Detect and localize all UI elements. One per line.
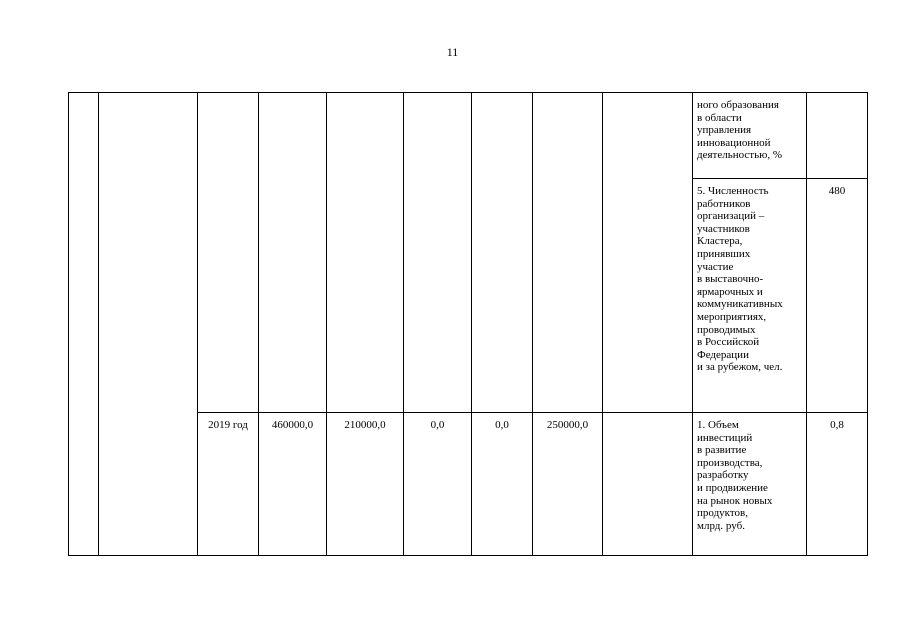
target-value-cell: [807, 93, 868, 179]
indicator-line: ного образования: [697, 99, 779, 111]
indicator-line: и за рубежом, чел.: [697, 361, 783, 374]
indicator-line: работников: [697, 197, 751, 210]
extra-budget-cell: 250000,0: [533, 413, 603, 556]
indicator-line: 5. Численность: [697, 185, 769, 197]
indicator-line: проводимых: [697, 323, 756, 336]
indicator-line: в Российской: [697, 336, 760, 349]
executor-cell: [603, 93, 693, 413]
indicator-line: участников: [697, 222, 750, 235]
total-cell: 460000,0: [259, 413, 327, 556]
indicator-line: участие: [697, 260, 734, 273]
indicator-line: инвестиций: [697, 431, 753, 444]
indicator-line: Федерации: [697, 348, 749, 361]
indicator-line: управления: [697, 124, 752, 137]
indicator-line: в развитие: [697, 444, 747, 457]
indicator-line: ярмарочных и: [697, 285, 763, 298]
indicator-line: в выставочно-: [697, 273, 764, 286]
indicator-line: мероприятиях,: [697, 310, 767, 323]
page-number: 11: [446, 45, 459, 59]
regional-budget-cell: [404, 93, 472, 413]
indicator-cell: [693, 413, 807, 556]
indicator-line: Кластера,: [697, 235, 743, 248]
indicator-line: производства,: [697, 456, 763, 469]
local-budget-cell: 0,0: [472, 413, 533, 556]
row-number-cell: [69, 93, 99, 556]
target-value-cell: 480: [807, 179, 868, 413]
indicator-line: инновационной: [697, 136, 771, 149]
regional-budget-cell: 0,0: [404, 413, 472, 556]
indicator-line: принявших: [697, 247, 751, 260]
indicator-line: продуктов,: [697, 507, 748, 520]
year-cell: [198, 93, 259, 413]
indicator-line: млрд. руб.: [697, 519, 745, 532]
year-cell: 2019 год: [198, 413, 259, 556]
indicator-line: в области: [697, 111, 742, 124]
program-table: [68, 92, 868, 556]
indicator-cell: [693, 179, 807, 413]
table-row: [69, 93, 868, 179]
local-budget-cell: [472, 93, 533, 413]
indicator-cell: [693, 93, 807, 179]
federal-budget-cell: [327, 93, 404, 413]
indicator-line: разработку: [697, 469, 749, 482]
federal-budget-cell: 210000,0: [327, 413, 404, 556]
extra-budget-cell: [533, 93, 603, 413]
indicator-line: на рынок новых: [697, 494, 773, 507]
indicator-line: деятельностью, %: [697, 149, 782, 162]
target-value-cell: 0,8: [807, 413, 868, 556]
indicator-line: и продвижение: [697, 481, 768, 494]
event-name-cell: [99, 93, 198, 556]
indicator-line: организаций –: [697, 210, 765, 223]
total-cell: [259, 93, 327, 413]
indicator-line: коммуникативных: [697, 298, 783, 311]
executor-cell: [603, 413, 693, 556]
indicator-line: 1. Объем: [697, 419, 739, 431]
